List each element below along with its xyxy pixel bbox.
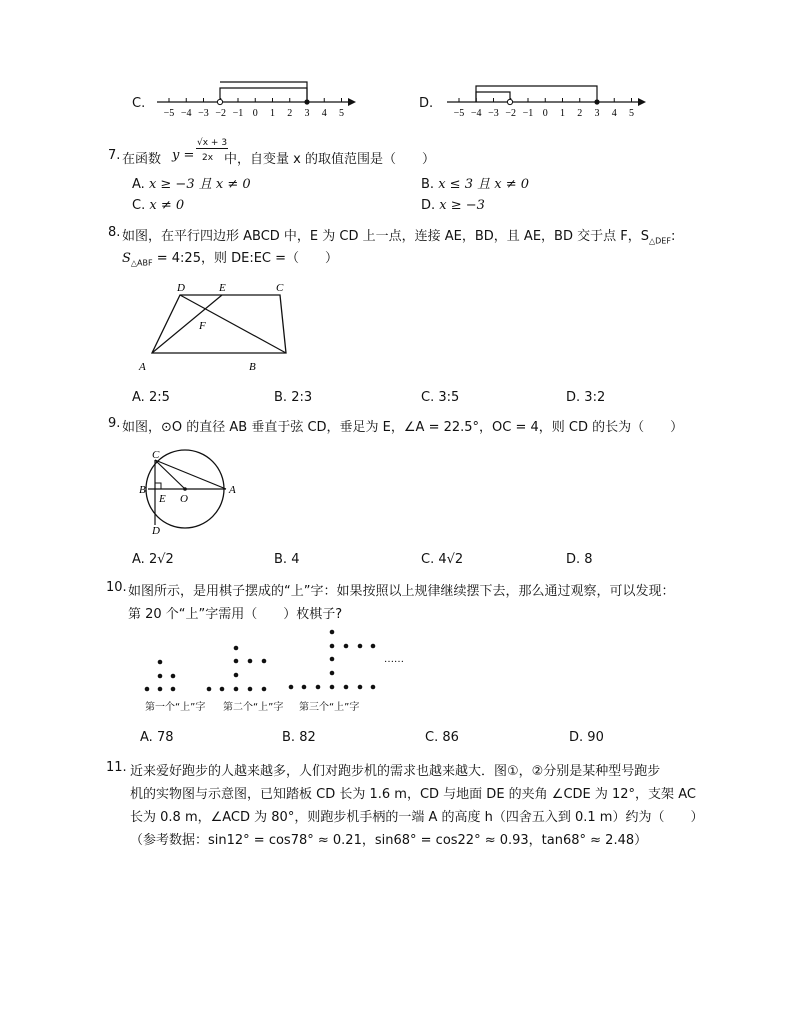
option-a: A. 78 xyxy=(140,730,174,745)
option-d: D. 3:2 xyxy=(566,390,606,405)
tick-label: −2 xyxy=(215,108,227,119)
ellipsis: …… xyxy=(384,654,404,665)
label-c: C xyxy=(276,282,284,294)
question-stem-line2: $S_{\triangle ABF}$ = 4:25，则 DE:EC =（ ） xyxy=(122,251,339,268)
label-b: B xyxy=(139,484,146,496)
question-number: 11. xyxy=(106,760,127,775)
label-e: E xyxy=(219,282,226,294)
tick-label: 0 xyxy=(542,108,548,119)
pattern-3 xyxy=(289,630,376,690)
question-stem-line1: 如图，在平行四边形 ABCD 中，E 为 CD 上一点，连接 AE，BD，且 AE，BD 交于点 F，$S_{\triangle DEF}$: xyxy=(122,229,676,246)
tick-label: 4 xyxy=(611,108,617,119)
option-c-label: C. xyxy=(132,96,146,111)
circle-figure xyxy=(136,446,242,536)
tick-label: 3 xyxy=(594,108,600,119)
option-c: C. x ≠ 0 xyxy=(132,198,185,213)
option-a: A. 2:5 xyxy=(132,390,170,405)
number-line-d xyxy=(442,78,652,122)
question-stem-line2: 第 20 个“上”字需用（ ）枚棋子? xyxy=(128,607,343,622)
tick-label: −4 xyxy=(470,108,482,119)
question-number: 7. xyxy=(108,148,121,163)
pattern-2 xyxy=(207,646,267,692)
option-c: C. 3:5 xyxy=(421,390,460,405)
tick-label: −2 xyxy=(505,108,517,119)
option-b: B. x ≤ 3 且 x ≠ 0 xyxy=(421,177,529,192)
question-stem: 在函数 xyxy=(122,152,162,167)
question-stem: 如图，⊙O 的直径 AB 垂直于弦 CD，垂足为 E，∠A = 22.5°，OC = 4，则 CD 的长为（ ） xyxy=(122,420,684,435)
tick-label: 5 xyxy=(629,108,634,119)
label-e: E xyxy=(159,493,166,505)
option-d: D. x ≥ −3 xyxy=(421,198,485,213)
parallelogram-figure xyxy=(134,278,304,376)
option-a: A. x ≥ −3 且 x ≠ 0 xyxy=(132,177,251,192)
tick-label: −5 xyxy=(163,108,175,119)
label-a: A xyxy=(229,484,236,496)
label-o: O xyxy=(180,493,188,505)
label-f: F xyxy=(199,320,206,332)
pattern-1 xyxy=(145,660,176,692)
question-stem-line1: 如图所示，是用棋子摆成的“上”字：如果按照以上规律继续摆下去，那么通过观察，可以发现： xyxy=(128,584,675,599)
label-a: A xyxy=(139,361,146,373)
caption-1: 第一个“上”字 xyxy=(145,702,206,713)
caption-3: 第三个“上”字 xyxy=(299,702,360,713)
tick-label: 5 xyxy=(339,108,344,119)
option-d-label: D. xyxy=(419,96,434,111)
tick-label: 1 xyxy=(560,108,565,119)
reference-data: （参考数据：sin12° = cos78° ≈ 0.21，sin68° = cos22° ≈ 0.93，tan68° ≈ 2.48） xyxy=(130,833,648,848)
tick-label: −1 xyxy=(232,108,244,119)
label-d: D xyxy=(152,525,160,536)
tick-label: 4 xyxy=(321,108,327,119)
number-line-c xyxy=(152,78,362,122)
tick-label: 2 xyxy=(577,108,583,119)
tick-label: 0 xyxy=(252,108,258,119)
tick-label: 2 xyxy=(287,108,293,119)
option-d: D. 90 xyxy=(569,730,604,745)
option-c: C. 4√2 xyxy=(421,552,464,567)
tick-label: −3 xyxy=(198,108,209,119)
tick-label: −4 xyxy=(180,108,192,119)
option-b: B. 2:3 xyxy=(274,390,313,405)
caption-2: 第二个“上”字 xyxy=(223,702,284,713)
question-number: 10. xyxy=(106,580,127,595)
option-b: B. 4 xyxy=(274,552,300,567)
tick-label: −3 xyxy=(488,108,499,119)
fraction-numerator: √x + 3 xyxy=(197,138,228,148)
chess-pattern-figure xyxy=(140,626,410,696)
question-number: 8. xyxy=(108,225,121,240)
option-c: C. 86 xyxy=(425,730,459,745)
question-stem-line2: 机的实物图与示意图，已知踏板 CD 长为 1.6 m，CD 与地面 DE 的夹角 ∠CDE 为 12°，支架 AC xyxy=(130,787,696,802)
question-number: 9. xyxy=(108,416,121,431)
tick-label: 3 xyxy=(304,108,310,119)
tick-label: −1 xyxy=(522,108,534,119)
fraction-denominator: 2x xyxy=(202,153,214,163)
question-stem-line3: 长为 0.8 m，∠ACD 为 80°，则跑步机手柄的一端 A 的高度 h（四舍五入到 0.1 m）约为（ ） xyxy=(130,810,704,825)
question-stem-tail: 中，自变量 x 的取值范围是（ ） xyxy=(224,152,435,167)
question-stem-line1: 近来爱好跑步的人越来越多，人们对跑步机的需求也越来越大．图①，②分别是某种型号跑步 xyxy=(130,764,661,779)
tick-label: −5 xyxy=(453,108,465,119)
label-d: D xyxy=(177,282,185,294)
option-b: B. 82 xyxy=(282,730,316,745)
label-b: B xyxy=(249,361,256,373)
option-a: A. 2√2 xyxy=(132,552,174,567)
label-c: C xyxy=(152,449,160,461)
option-d: D. 8 xyxy=(566,552,593,567)
function-lhs: y = xyxy=(172,148,195,163)
tick-label: 1 xyxy=(270,108,275,119)
